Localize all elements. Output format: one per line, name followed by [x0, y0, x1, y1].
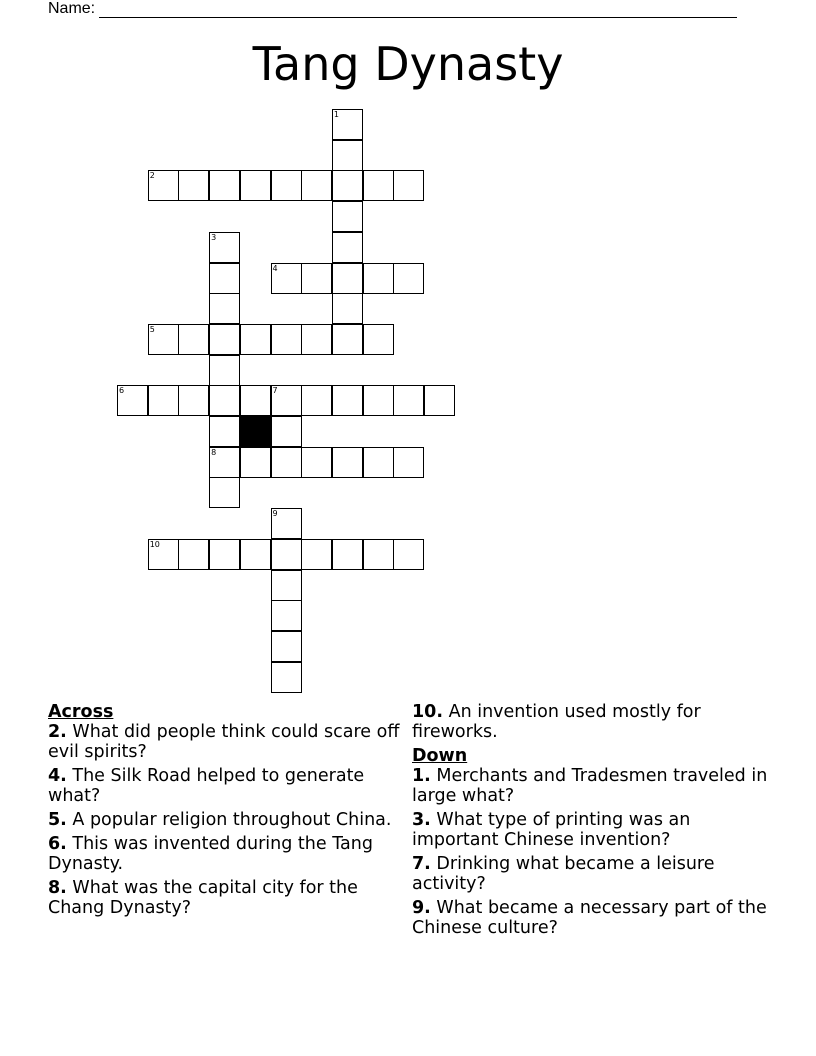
crossword-cell[interactable]: [240, 324, 271, 355]
crossword-cell[interactable]: [209, 232, 240, 263]
crossword-cell[interactable]: [332, 201, 363, 232]
clue-number: 8.: [48, 878, 67, 898]
clue-number: 7.: [412, 854, 431, 874]
crossword-cell[interactable]: [148, 324, 179, 355]
crossword-cell[interactable]: [240, 385, 271, 416]
crossword-cell[interactable]: [148, 170, 179, 201]
cell-number: 9: [272, 509, 278, 519]
crossword-cell[interactable]: [271, 263, 302, 294]
crossword-cell[interactable]: [271, 447, 302, 478]
clue-text: The Silk Road helped to generate what?: [48, 766, 365, 806]
clue-number: 5.: [48, 810, 67, 830]
crossword-cell[interactable]: [148, 385, 179, 416]
cell-number: 2: [149, 171, 155, 181]
crossword-cell[interactable]: [178, 385, 209, 416]
crossword-cell[interactable]: [148, 539, 179, 570]
crossword-cell[interactable]: [271, 539, 302, 570]
crossword-cell[interactable]: [301, 385, 332, 416]
name-label: Name:: [48, 0, 96, 17]
crossword-cell[interactable]: [209, 324, 240, 355]
cell-number: 7: [272, 386, 278, 396]
crossword-cell[interactable]: [363, 385, 394, 416]
crossword-cell[interactable]: [393, 170, 424, 201]
crossword-cell[interactable]: [271, 570, 302, 601]
crossword-cell[interactable]: [332, 539, 363, 570]
crossword-cell[interactable]: [363, 263, 394, 294]
crossword-cell[interactable]: [332, 263, 363, 294]
clue-text: Merchants and Tradesmen traveled in large what?: [412, 766, 768, 806]
crossword-cell[interactable]: [117, 385, 148, 416]
crossword-cell[interactable]: [178, 170, 209, 201]
down-clue-7: [412, 854, 768, 894]
clues-right-column: [412, 702, 768, 942]
clue-number: 4.: [48, 766, 67, 786]
crossword-cell[interactable]: [240, 170, 271, 201]
clue-text: An invention used mostly for fireworks.: [412, 702, 701, 742]
crossword-cell[interactable]: [332, 232, 363, 263]
crossword-cell[interactable]: [301, 447, 332, 478]
crossword-cell[interactable]: [209, 477, 240, 508]
down-clue-9: [412, 898, 768, 938]
cell-number: 1: [333, 110, 339, 119]
crossword-cell[interactable]: [271, 385, 302, 416]
crossword-cell[interactable]: [332, 324, 363, 355]
crossword-cell[interactable]: [332, 385, 363, 416]
down-heading: Down: [412, 746, 468, 766]
crossword-black-cell: [240, 416, 271, 447]
clue-number: 3.: [412, 810, 431, 830]
crossword-cell[interactable]: [209, 447, 240, 478]
crossword-cell[interactable]: [393, 447, 424, 478]
across-clue-6: [48, 834, 400, 874]
crossword-cell[interactable]: [271, 631, 302, 662]
cell-number: 6: [119, 386, 125, 396]
page-title: Tang Dynasty: [252, 37, 564, 91]
crossword-cell[interactable]: [332, 140, 363, 171]
crossword-cell[interactable]: [271, 324, 302, 355]
crossword-cell[interactable]: [424, 385, 455, 416]
down-clue-1: [412, 766, 768, 806]
clue-number: 9.: [412, 898, 431, 918]
cell-number: 3: [211, 232, 217, 242]
clues-left-column: [48, 702, 400, 922]
across-clue-8: [48, 878, 400, 918]
crossword-cell[interactable]: [393, 263, 424, 294]
clue-number: 6.: [48, 834, 67, 854]
cell-number: 10: [149, 539, 160, 549]
cell-number: 8: [211, 447, 217, 457]
clue-text: What type of printing was an important Chinese invention?: [412, 810, 691, 850]
crossword-cell[interactable]: [178, 539, 209, 570]
crossword-cell[interactable]: [209, 170, 240, 201]
crossword-cell[interactable]: [271, 170, 302, 201]
crossword-cell[interactable]: [393, 385, 424, 416]
crossword-cell[interactable]: [240, 539, 271, 570]
across-clue-4: [48, 766, 400, 806]
cell-number: 4: [272, 263, 278, 273]
crossword-cell[interactable]: [209, 416, 240, 447]
crossword-cell[interactable]: [363, 447, 394, 478]
clue-text: What became a necessary part of the Chinese culture?: [412, 898, 767, 938]
crossword-cell[interactable]: [363, 324, 394, 355]
crossword-cell[interactable]: [209, 263, 240, 294]
clue-text: What did people think could scare off evil spirits?: [48, 722, 400, 762]
clue-number: 2.: [48, 722, 67, 742]
clue-text: A popular religion throughout China.: [72, 810, 392, 830]
clue-number: 10.: [412, 702, 444, 722]
cell-number: 5: [149, 324, 155, 334]
crossword-cell[interactable]: [271, 508, 302, 539]
crossword-cell[interactable]: [271, 416, 302, 447]
crossword-cell[interactable]: [363, 170, 394, 201]
crossword-cell[interactable]: [301, 170, 332, 201]
crossword-cell[interactable]: [209, 539, 240, 570]
crossword-cell[interactable]: [209, 293, 240, 324]
clue-text: What was the capital city for the Chang Dynasty?: [48, 878, 358, 918]
crossword-cell[interactable]: [271, 662, 302, 693]
clue-text: Drinking what became a leisure activity?: [412, 854, 715, 894]
across-clue-10: [412, 702, 768, 742]
crossword-cell[interactable]: [209, 385, 240, 416]
clue-text: This was invented during the Tang Dynasty.: [48, 834, 373, 874]
crossword-cell[interactable]: [240, 447, 271, 478]
across-heading: Across: [48, 702, 114, 722]
crossword-cell[interactable]: [393, 539, 424, 570]
crossword-cell[interactable]: [363, 539, 394, 570]
crossword-cell[interactable]: [332, 109, 363, 140]
crossword-cell[interactable]: [301, 539, 332, 570]
crossword-cell[interactable]: [332, 447, 363, 478]
crossword-cell[interactable]: [332, 293, 363, 324]
crossword-cell[interactable]: [332, 170, 363, 201]
crossword-cell[interactable]: [301, 324, 332, 355]
across-clue-2: [48, 722, 400, 762]
across-clue-5: [48, 810, 400, 830]
crossword-cell[interactable]: [209, 355, 240, 386]
clue-number: 1.: [412, 766, 431, 786]
down-clue-3: [412, 810, 768, 850]
crossword-cell[interactable]: [301, 263, 332, 294]
crossword-cell[interactable]: [178, 324, 209, 355]
crossword-cell[interactable]: [271, 600, 302, 631]
